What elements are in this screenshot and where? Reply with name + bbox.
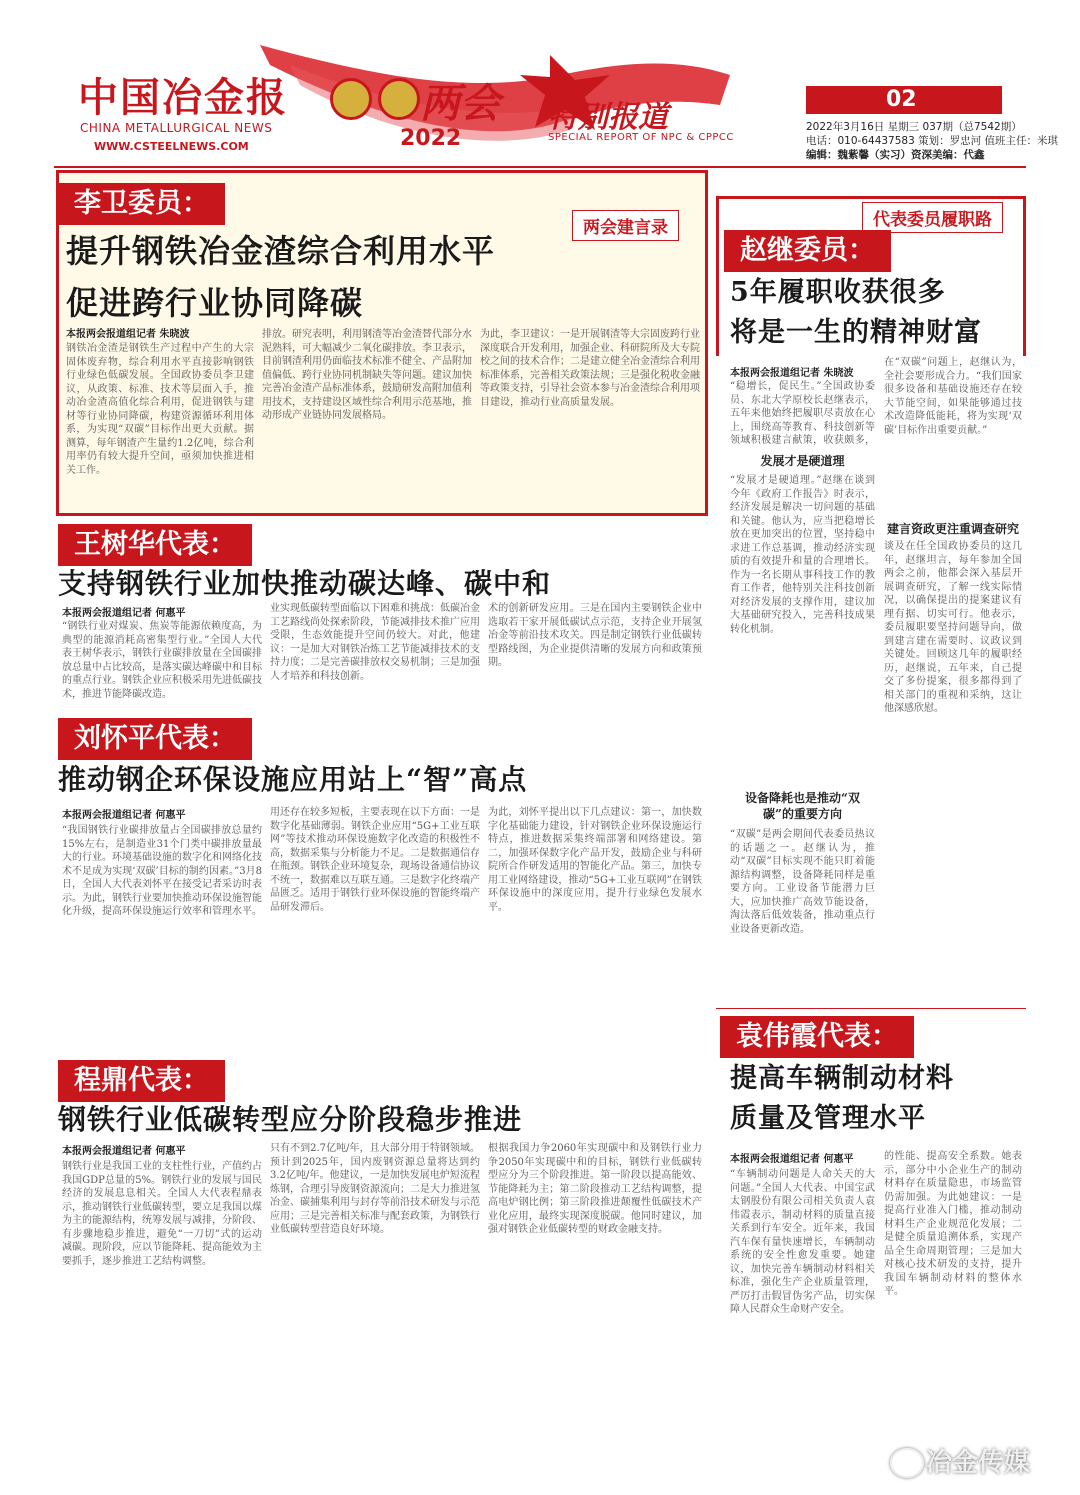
liu-column-2: 用还存在较多短板，主要表现在以下方面：一是数字化基础薄弱。钢铁企业应用“5G+工业互联网”等技术推动环保设施数字化改造的积极性不高，数据采集与分析能力不足。二是数据通信存在瓶颈。钢铁企业环境复杂，现场设备通信协议不统一，数据难以互联互通。三是数字化终端产品匮乏。适用于钢铁行业环保设施的智能终端产品研发滞后。 — [270, 807, 480, 913]
cheng-column-3: 根据我国力争2060年实现碳中和及钢铁行业力争2050年实现碳中和的目标，钢铁行业低碳转型应分为三个阶段推进。第一阶段以提高能效、节能降耗为主；第二阶段推动工艺结构调整，提高电炉钢比例；第三阶段推进颠覆性低碳技术产业化应用，最终实现深度脱碳。他同时建议，加强对钢铁企业低碳转型的财政金融支持。 — [488, 1143, 702, 1235]
zhao-byline: 本报两会报道组记者 朱晓波 — [730, 368, 854, 379]
banner-year: 2022 — [400, 126, 462, 151]
li-column-1: 钢铁冶金渣是钢铁生产过程中产生的大宗固体废弃物，综合利用水平直接影响钢铁行业绿色低碳发展。全国政协委员李卫建议，从政策、标准、技术等层面入手，推动冶金渣高值化综合利用，促进钢铁与建材等行业协同降碳，构建资源循环利用体系，为实现“双碳”目标作出更大贡献。据测算，每年钢渣产生量约1.2亿吨，综合利用率仍有较大提升空间，亟须加快推进相关工作。 — [66, 343, 254, 476]
yuan-headline-1: 提高车辆制动材料 — [730, 1063, 954, 1094]
site-url: WWW.CSTEELNEWS.COM — [94, 140, 249, 153]
zhao-column-4: 在“双碳”问题上，赵继认为，全社会要形成合力。“我们国家很多设备和基础设施还存在较大节能空间，如果能够通过技术改造降低能耗，将为实现‘双碳’目标作出重要贡献。” — [884, 357, 1022, 436]
liu-byline: 本报两会报道组记者 何惠平 — [62, 810, 186, 821]
logo-english: CHINA METALLURGICAL NEWS — [80, 121, 273, 135]
cheng-name-banner: 程鼎代表： — [58, 1060, 225, 1102]
national-emblem-icon — [330, 78, 372, 120]
liu-name-banner: 刘怀平代表： — [58, 718, 252, 760]
li-headline-1: 提升钢铁冶金渣综合利用水平 — [66, 232, 496, 270]
zhao-column-1: “稳增长，促民生。”全国政协委员、东北大学原校长赵继表示，五年来他始终把履职尽责放在心上，围绕高等教育、科技创新等领域积极建言献策，收获颇多， — [730, 381, 875, 446]
yuan-headline-2: 质量及管理水平 — [730, 1103, 926, 1134]
banner-lianghui: 两会 — [420, 80, 500, 127]
cheng-byline: 本报两会报道组记者 何惠平 — [62, 1146, 186, 1157]
banner-special-report-en: SPECIAL REPORT OF NPC & CPPCC — [548, 132, 734, 143]
watermark: 冶金传媒 — [926, 1448, 1031, 1478]
zhao-subhead-2: 设备降耗也是推动“双碳”的重要方向 — [745, 791, 860, 821]
date-line: 2022年3月16日 星期三 037期（总7542期） — [806, 121, 1022, 133]
zhao-column-5: 谈及在任全国政协委员的这几年，赵继坦言，每年参加全国两会之前，他都会深入基层开展调查研究，了解一线实际情况，以确保提出的提案建议有理有据、切实可行。他表示，委员履职要坚持问题导向，做到建言建在需要时、议政议到关键处。回顾这几年的履职经历，赵继说，五年来，自己提交了多份提案，很多都得到了相关部门的重视和采纳，这让他深感欣慰。 — [884, 541, 1022, 714]
zhao-subhead-3: 建言资政更注重调查研究 — [886, 522, 1019, 536]
li-name-banner: 李卫委员： — [58, 183, 225, 225]
wang-name-banner: 王树华代表： — [58, 524, 252, 566]
cheng-headline: 钢铁行业低碳转型应分阶段稳步推进 — [58, 1103, 523, 1136]
wang-column-3: 术的创新研发应用。三是在国内主要钢铁企业中选取若干家开展低碳试点示范，支持企业开展氢冶金等前沿技术攻关。四是制定钢铁行业低碳转型路线图，为企业提供清晰的发展方向和政策预期。 — [488, 603, 702, 668]
yuan-column-1: “车辆制动问题是人命关天的大问题。”全国人大代表、中国宝武太钢股份有限公司相关负责人袁伟霞表示，制动材料的质量直接关系到行车安全。近年来，我国汽车保有量快速增长，车辆制动系统的安全性愈发重要。她建议，加快完善车辆制动材料相关标准，强化生产企业质量管理，严厉打击假冒伪劣产品，切实保障人民群众生命财产安全。 — [730, 1169, 875, 1315]
liu-headline: 推动钢企环保设施应用站上“智”高点 — [58, 763, 528, 796]
wang-column-1: “钢铁行业对煤炭、焦炭等能源依赖度高，为典型的能源消耗高密集型行业。”全国人大代表王树华表示，钢铁行业碳排放量在全国碳排放总量中占比较高，是落实碳达峰碳中和目标的重点行业。钢铁企业应积极采用先进低碳技术，推进节能降碳改造。 — [62, 621, 262, 700]
cppcc-emblem-icon — [378, 78, 420, 120]
emblems — [330, 78, 426, 124]
banner-special-report: 特别报道 — [548, 100, 668, 135]
li-column-3: 为此，李卫建议：一是开展钢渣等大宗固废跨行业深度联合开发利用，加强企业、科研院所及大专院校之间的技术合作；二是建立健全冶金渣综合利用标准体系，完善相关政策法规；三是强化税收金融等政策支持，引导社会资本参与冶金渣综合利用项目建设，推动行业高质量发展。 — [480, 329, 700, 408]
logo-chinese: 中国冶金报 — [78, 74, 288, 121]
zhao-name-banner: 赵继委员： — [724, 230, 891, 272]
zhao-column-2: “发展才是硬道理。”赵继在谈到今年《政府工作报告》时表示，经济发展是解决一切问题的基础和关键。他认为，应当把稳增长放在更加突出的位置，坚持稳中求进工作总基调，推动经济实现质的有效提升和量的合理增长。作为一名长期从事科技工作的教育工作者，他特别关注科技创新对经济发展的支撑作用，建议加大基础研究投入，完善科技成果转化机制。 — [730, 475, 875, 635]
cheng-column-2: 只有不到2.7亿吨/年，且大部分用于特钢领域。预计到2025年，国内废钢资源总量将达到约3.2亿吨/年。他建议，一是加快发展电炉短流程炼钢，合理引导废钢资源流向；二是大力推进氢冶金、碳捕集利用与封存等前沿技术研发与示范应用；三是完善相关标准与配套政策，为钢铁行业低碳转型营造良好环境。 — [270, 1143, 480, 1235]
li-column-2: 排放。研究表明，利用钢渣等冶金渣替代部分水泥熟料，可大幅减少二氧化碳排放。李卫表示，目前钢渣利用仍面临技术标准不健全、产品附加值偏低、跨行业协同机制缺失等问题。建议加快完善冶金渣产品标准体系，鼓励研发高附加值利用技术，支持建设区域性综合利用示范基地，推动形成产业链协同发展格局。 — [262, 329, 472, 421]
zhao-headline-1: 5年履职收获很多 — [730, 277, 946, 308]
li-headline-2: 促进跨行业协同降碳 — [66, 284, 364, 322]
liu-column-1: “我国钢铁行业碳排放量占全国碳排放总量约15%左右，是制造业31个门类中碳排放量最大的行业。环境基础设施的数字化和网络化技术不足成为实现‘双碳’目标的制约因素。”3月8日，全国人大代表刘怀平在接受记者采访时表示。为此，钢铁行业要加快推动环保设施智能化升级，提高环保设施运行效率和管理水平。 — [62, 825, 262, 917]
wechat-logo-icon — [890, 1448, 924, 1478]
cheng-column-1: 钢铁行业是我国工业的支柱性行业，产值约占我国GDP总量的5%。钢铁行业的发展与国民经济的发展息息相关。全国人大代表程鼎表示，推动钢铁行业低碳转型，要立足我国以煤为主的能源结构，统筹发展与减排，分阶段、有步骤地稳步推进，避免“一刀切”式的运动减碳。现阶段，应以节能降耗、提高能效为主要抓手，逐步推进工艺结构调整。 — [62, 1161, 262, 1267]
wang-byline: 本报两会报道组记者 何惠平 — [62, 608, 186, 619]
phone-line: 电话：010-64437583 策划：罗忠河 值班主任：米琪 — [806, 135, 1058, 147]
duties-column-tag: 代表委员履职路 — [862, 202, 1003, 233]
li-byline: 本报两会报道组记者 朱晓波 — [66, 329, 190, 340]
liu-column-3: 为此，刘怀平提出以下几点建议：第一，加快数字化基础能力建设，针对钢铁企业环保设施运行特点，推进数据采集终端部署和网络建设。第二，加强环保数字化产品开发，鼓励企业与科研院所合作研发适用的智能化产品。第三，加快专用工业网络建设，推动“5G+工业互联网”在钢铁环保设施中的深度应用，提升行业绿色发展水平。 — [488, 807, 702, 913]
yuan-column-2: 的性能、提高安全系数。她表示，部分中小企业生产的制动材料存在质量隐患，市场监管仍需加强。为此她建议：一是提高行业准入门槛，推动制动材料生产企业规范化发展；二是健全质量追溯体系，实现产品全生命周期管理；三是加大对核心技术研发的支持，提升我国车辆制动材料的整体水平。 — [884, 1151, 1022, 1297]
zhao-headline-2: 将是一生的精神财富 — [730, 317, 982, 348]
zhao-column-3: “双碳”是两会期间代表委员热议的话题之一。赵继认为，推动“双碳”目标实现不能只盯着能源结构调整，设备降耗同样是重要方向。工业设备节能潜力巨大，应加快推广高效节能设备，淘汰落后低效装备，推动重点行业设备更新改造。 — [730, 829, 875, 935]
suggestions-column-tag: 两会建言录 — [572, 210, 679, 241]
top-rule — [54, 166, 1026, 168]
yuan-top-rule — [716, 1008, 1026, 1009]
page-number: 02 — [806, 86, 1002, 114]
editor-line: 编辑：魏紫馨（实习）资深美编：代鑫 — [806, 149, 985, 161]
yuan-byline: 本报两会报道组记者 何惠平 — [730, 1154, 854, 1165]
wang-headline: 支持钢铁行业加快推动碳达峰、碳中和 — [58, 567, 552, 600]
yuan-name-banner: 袁伟霞代表： — [720, 1016, 914, 1058]
wang-column-2: 业实现低碳转型面临以下困难和挑战：低碳冶金工艺路线尚处探索阶段，节能减排技术推广应用受限，生态效能提升空间仍较大。对此，他建议：一是加大对钢铁冶炼工艺节能减排技术的支持力度；二是完善碳排放权交易机制；三是加强人才培养和科技创新。 — [270, 603, 480, 682]
zhao-subhead-1: 发展才是硬道理 — [760, 454, 845, 468]
